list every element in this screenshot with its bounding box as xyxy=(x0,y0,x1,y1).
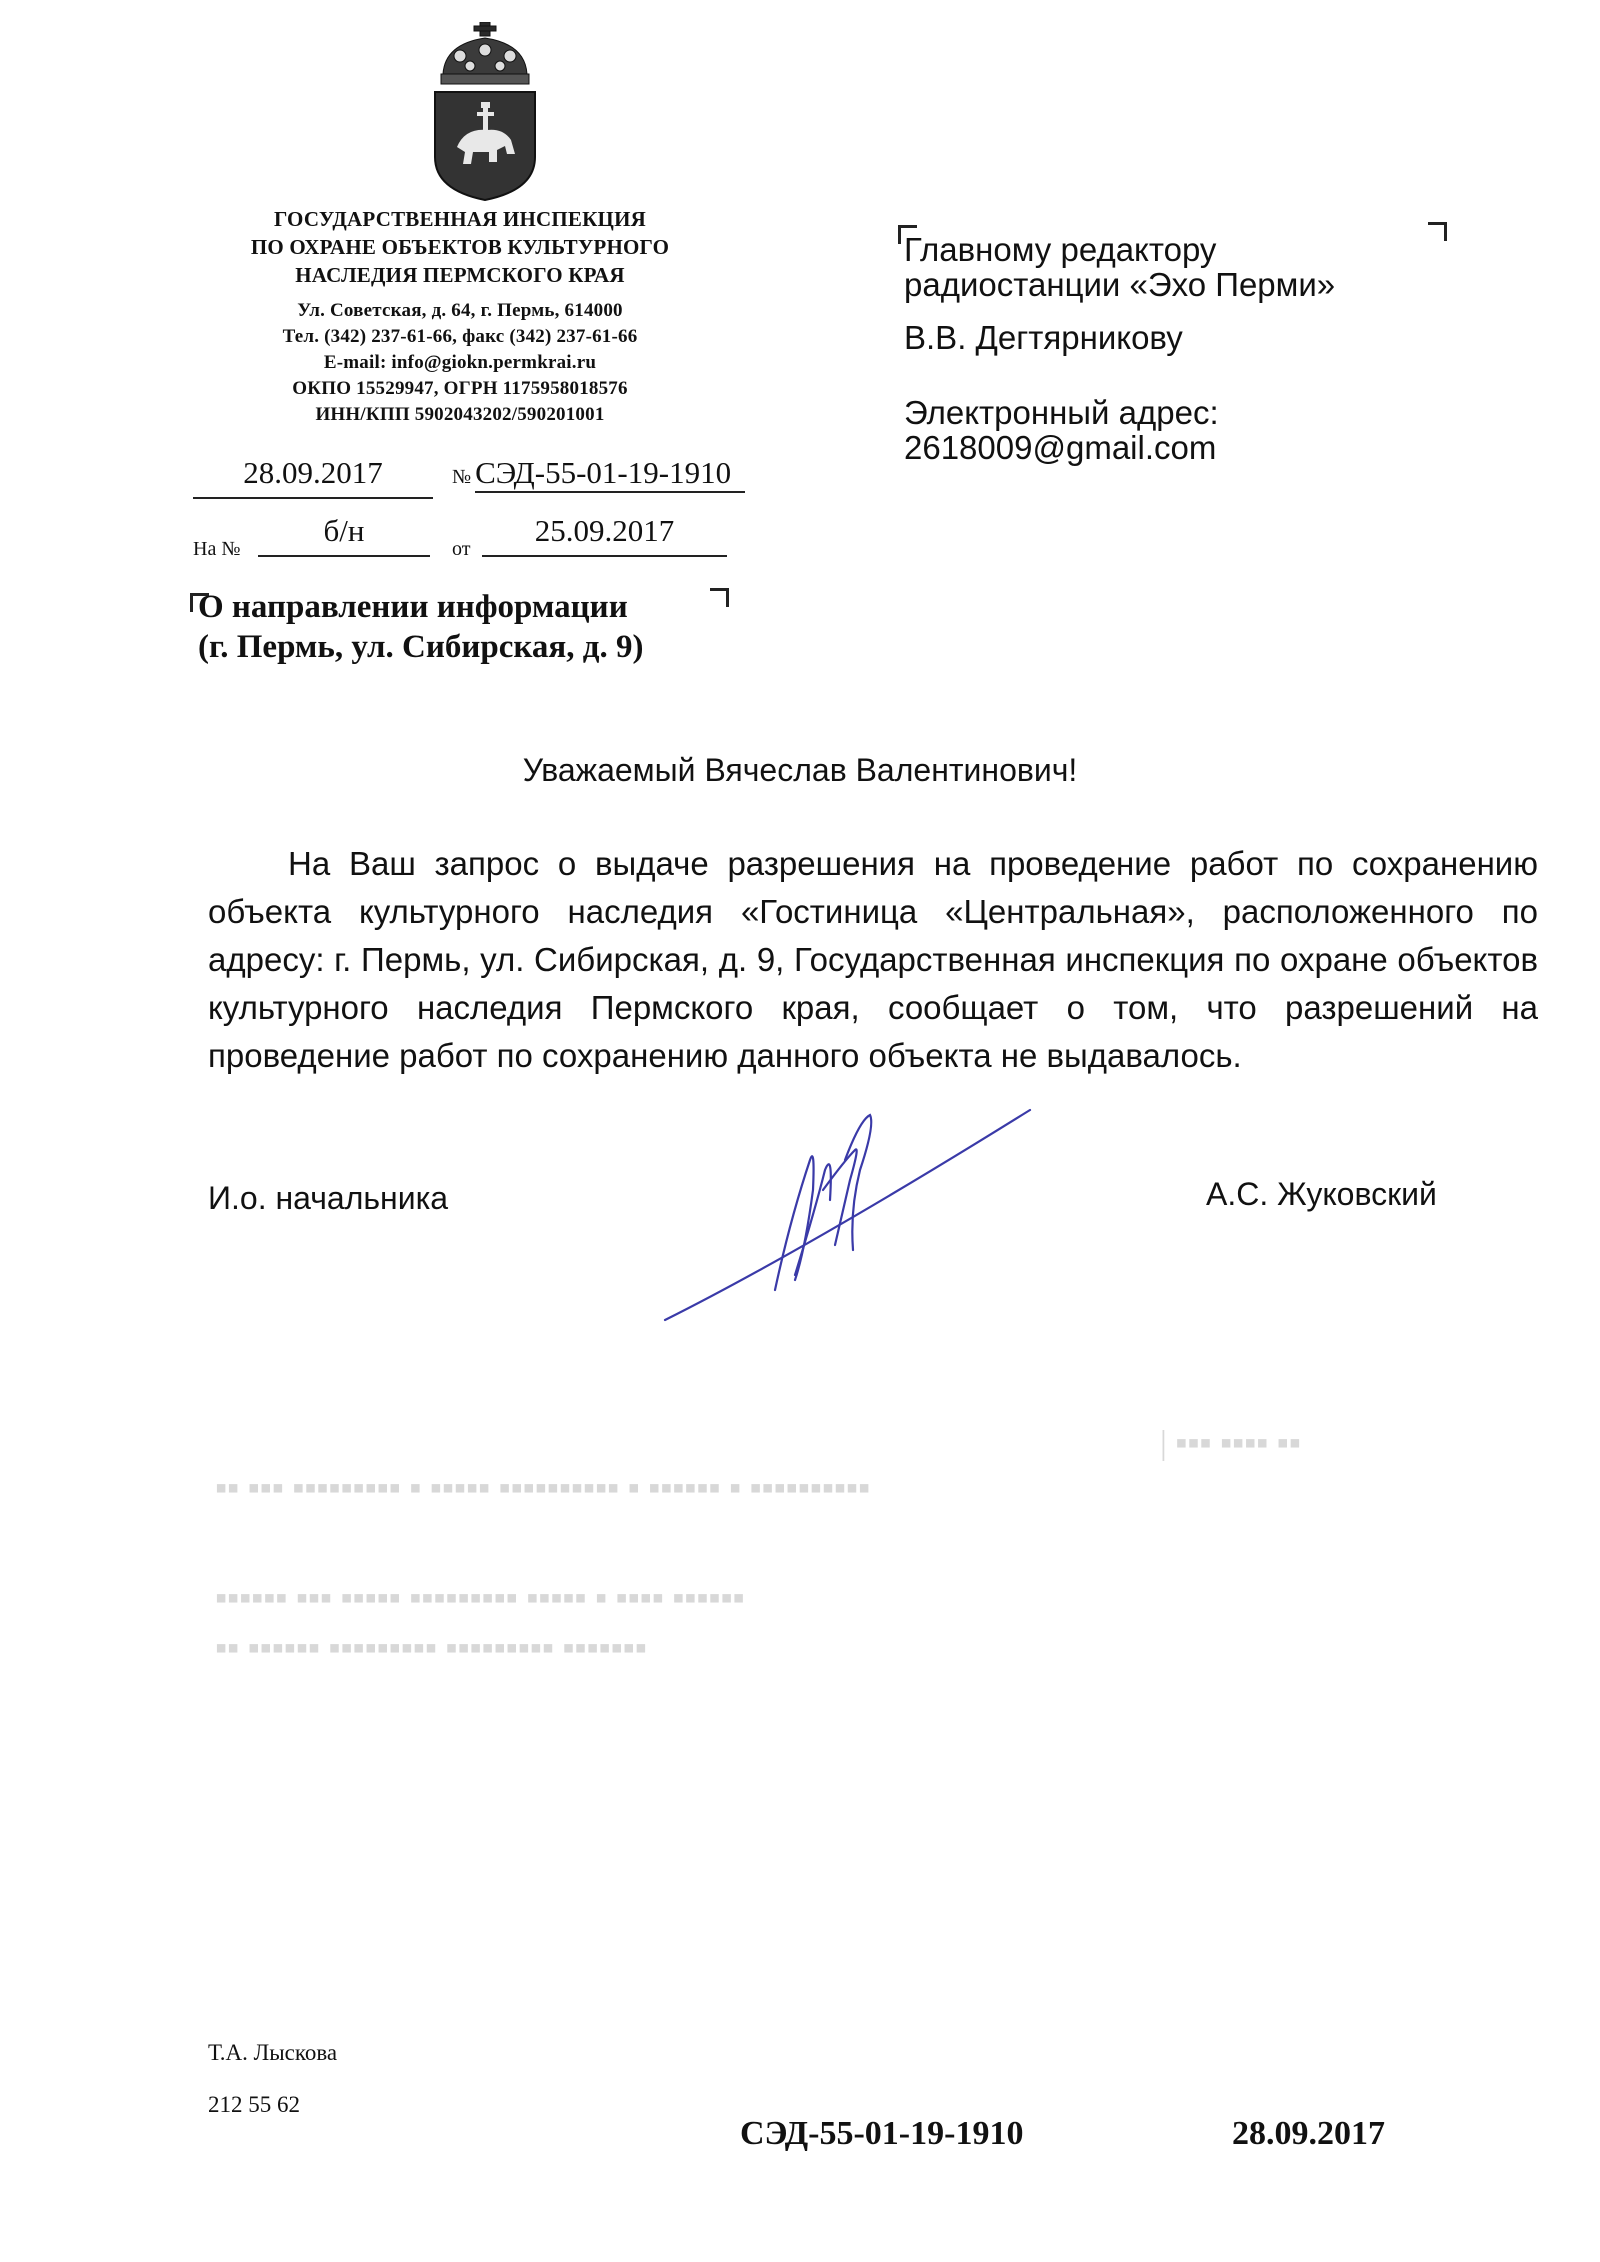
greeting: Уважаемый Вячеслав Валентинович! xyxy=(522,752,1078,788)
coat-of-arms-emblem xyxy=(405,22,565,202)
bleed-through: | ▪▪▪ ▪▪▪▪ ▪▪ xyxy=(1160,1425,1301,1462)
addressee-corner-right xyxy=(1428,222,1447,241)
org-phone: Тел. (342) 237-61-66, факс (342) 237-61-66 xyxy=(282,326,638,347)
organization-name: ГОСУДАРСТВЕННАЯ ИНСПЕКЦИЯ ПО ОХРАНЕ ОБЪЕКТОВ КУЛЬТУРНОГО НАСЛЕДИЯ ПЕРМСКОГО КРАЯ xyxy=(250,207,670,287)
reg-date-field xyxy=(193,455,433,499)
subject-line1: О направлении информации xyxy=(198,589,628,625)
bleed-through: ▪▪▪▪▪▪ ▪▪▪ ▪▪▪▪▪ ▪▪▪▪▪▪▪▪▪ ▪▪▪▪▪ ▪ ▪▪▪▪ ▪▪▪▪▪▪ xyxy=(215,1580,745,1617)
reply-number: б/н xyxy=(323,513,365,548)
addressee xyxy=(904,226,1335,471)
reply-date-field xyxy=(482,513,727,557)
addressee-name: В.В. Дегтярникову xyxy=(904,319,1183,356)
signer-position: И.о. начальника xyxy=(208,1180,449,1216)
bleed-through: ▪▪ ▪▪▪ ▪▪▪▪▪▪▪▪▪ ▪ ▪▪▪▪▪ ▪▪▪▪▪▪▪▪▪▪ ▪ ▪▪▪▪▪▪ ▪ ▪▪▪▪▪▪▪▪▪▪ xyxy=(215,1470,871,1507)
addressee-email: 2618009@gmail.com xyxy=(904,429,1217,466)
org-email: E-mail: info@giokn.permkrai.ru xyxy=(323,352,597,373)
subject-line2: (г. Пермь, ул. Сибирская, д. 9) xyxy=(198,629,644,665)
org-address: Ул. Советская, д. 64, г. Пермь, 614000 xyxy=(297,300,623,321)
subject-corner-right xyxy=(710,588,729,607)
performer-name: Т.А. Лыскова xyxy=(208,2040,338,2065)
reply-number-field xyxy=(258,513,430,557)
addressee-line2: радиостанции «Эхо Перми» xyxy=(904,266,1336,303)
addressee-line1: Главному редактору xyxy=(904,231,1217,268)
reply-label: На № xyxy=(193,538,241,560)
reg-date: 28.09.2017 xyxy=(243,455,383,490)
handwritten-signature xyxy=(655,1100,1055,1340)
footer-document-date: 28.09.2017 xyxy=(1232,2115,1385,2152)
org-inn: ИНН/КПП 5902043202/590201001 xyxy=(315,404,605,425)
reg-number: СЭД-55-01-19-1910 xyxy=(475,455,745,493)
performer-phone: 212 55 62 xyxy=(208,2092,300,2117)
footer-document-number: СЭД-55-01-19-1910 xyxy=(740,2115,1024,2152)
signer-name: А.С. Жуковский xyxy=(1206,1176,1437,1212)
reg-number-field xyxy=(452,455,745,497)
letter-body: На Ваш запрос о выдаче разрешения на проведение работ по сохранению объекта культурного наследия «Гостиница «Центральная», расположенного по адресу: г. Пермь, ул. Сибирская, д. 9, Государственная инспекция по охране объектов культурного наследия Пермского края, сообщает о том, что разрешений на проведение работ по сохранению данного объекта не выдавалось. xyxy=(208,845,1538,1074)
organization-contacts xyxy=(190,298,730,428)
org-okpo: ОКПО 15529947, ОГРН 1175958018576 xyxy=(292,378,628,399)
number-sign: № xyxy=(452,466,472,488)
reply-date: 25.09.2017 xyxy=(534,513,675,548)
from-label: от xyxy=(452,538,471,560)
bleed-through: ▪▪ ▪▪▪▪▪▪ ▪▪▪▪▪▪▪▪▪ ▪▪▪▪▪▪▪▪▪ ▪▪▪▪▪▪▪ xyxy=(215,1630,647,1667)
addressee-email-label: Электронный адрес: xyxy=(904,394,1219,431)
subject xyxy=(198,587,643,667)
